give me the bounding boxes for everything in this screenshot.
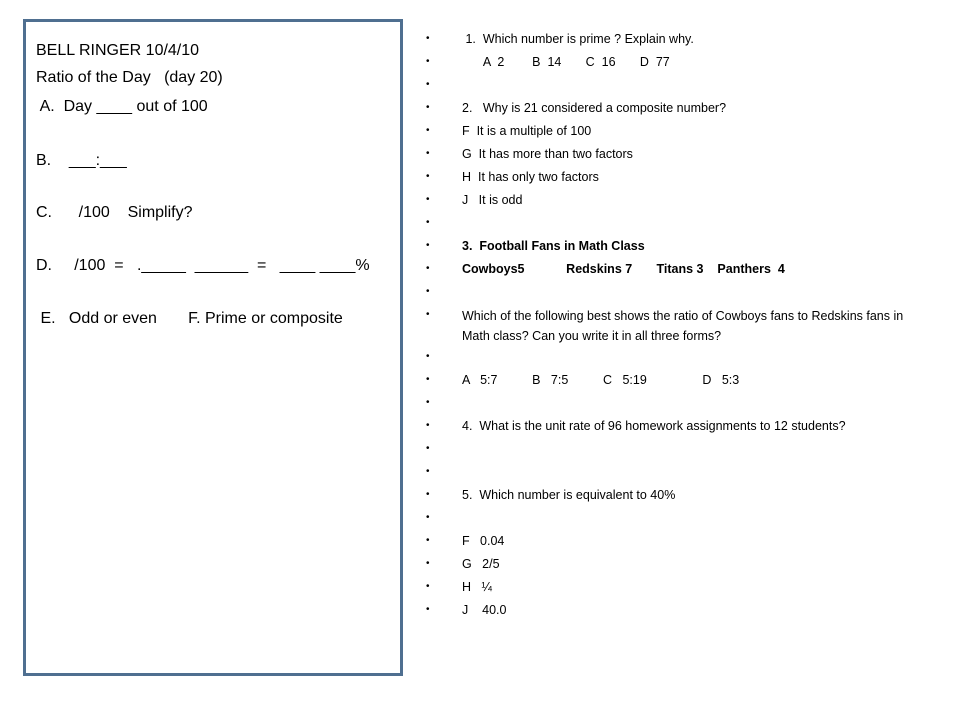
bullet-icon: •: [426, 604, 430, 615]
bullet-icon: •: [426, 397, 430, 408]
bullet-icon: •: [426, 581, 430, 592]
bullet-icon: •: [426, 263, 430, 274]
bullet-icon: •: [426, 240, 430, 251]
bullet-icon: •: [426, 194, 430, 205]
bullet-icon: •: [426, 420, 430, 431]
item-b-line: B. ___:___: [36, 152, 127, 169]
bullet-icon: •: [426, 535, 430, 546]
bullet-icon: •: [426, 374, 430, 385]
bullet-icon: •: [426, 489, 430, 500]
bell-ringer-title: BELL RINGER 10/4/10: [36, 42, 200, 59]
item-a-line: A. Day ____ out of 100: [36, 98, 208, 115]
bullet-icon: •: [426, 33, 430, 44]
bullet-icon: •: [426, 125, 430, 136]
bullet-icon: •: [426, 286, 430, 297]
bullet-icon: •: [426, 217, 430, 228]
bullet-icon: •: [426, 351, 430, 362]
bullet-icon: •: [426, 56, 430, 67]
bullet-icon: •: [426, 512, 430, 523]
item-e-f-line: E. Odd or even F. Prime or composite: [36, 310, 343, 327]
item-c-line: C. /100 Simplify?: [36, 204, 193, 221]
bullet-icon: •: [426, 148, 430, 159]
bullet-icon: •: [426, 558, 430, 569]
bell-ringer-panel: [23, 19, 403, 676]
bullet-icon: •: [426, 466, 430, 477]
bullet-icon: •: [426, 102, 430, 113]
item-d-line: D. /100 = ._____ ______ = ____ ____%: [36, 257, 370, 274]
bullet-icon: •: [426, 309, 430, 320]
bullet-icon: •: [426, 171, 430, 182]
ratio-of-day-line: Ratio of the Day (day 20): [36, 69, 223, 86]
bullet-icon: •: [426, 443, 430, 454]
bullet-icon: •: [426, 79, 430, 90]
